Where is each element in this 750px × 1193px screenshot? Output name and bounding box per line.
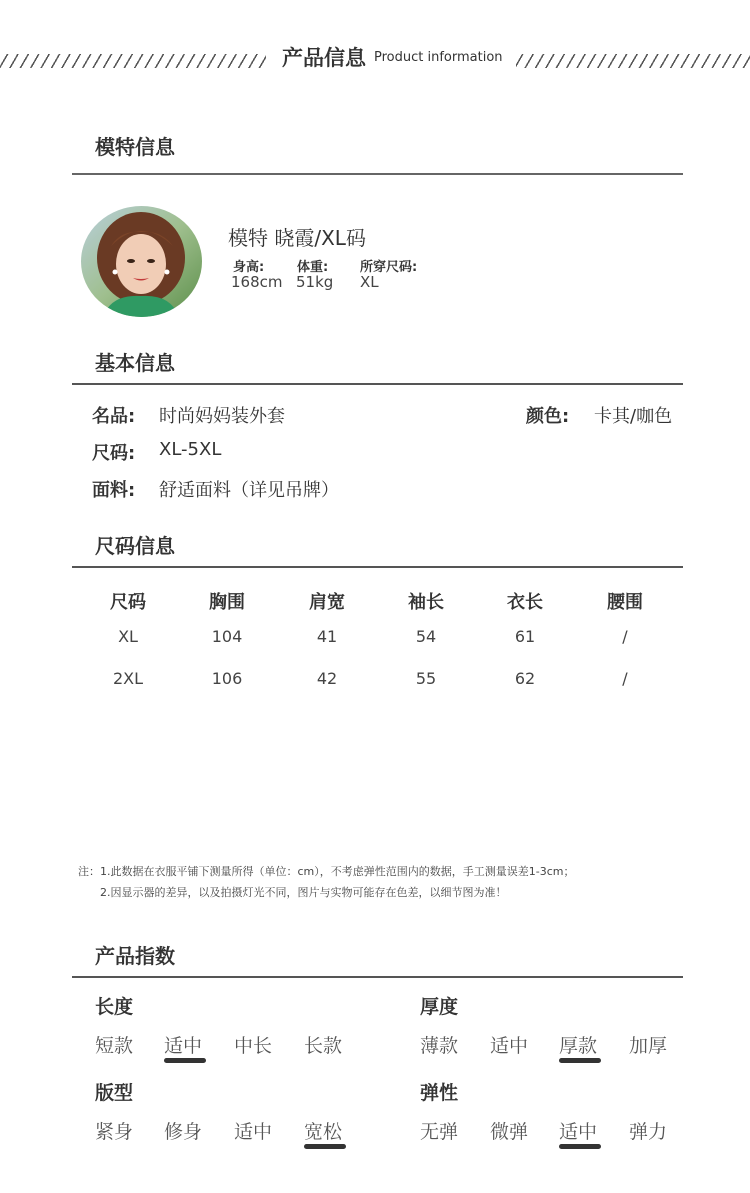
- fit-option-selected: 宽松: [304, 1121, 343, 1143]
- fabric-label: 面料:: [92, 480, 136, 501]
- fit-option: 紧身: [95, 1121, 134, 1143]
- thickness-selected-underline: [559, 1058, 601, 1063]
- elasticity-option: 无弹: [420, 1121, 459, 1143]
- table-cell: 2XL: [112, 669, 144, 688]
- height-value: 168cm: [231, 273, 283, 291]
- table-cell: 41: [316, 627, 338, 646]
- elasticity-title: 弹性: [420, 1082, 459, 1104]
- size-note-2: 2.因显示器的差异，以及拍摄灯光不同，图片与实物可能存在色差，以细节图为准！: [100, 886, 507, 899]
- fabric-value: 舒适面料（详见吊牌）: [159, 480, 339, 501]
- table-cell: 42: [316, 669, 338, 688]
- color-label: 颜色:: [526, 406, 570, 427]
- header-title-cn: 产品信息: [282, 46, 366, 70]
- table-header-chest: 胸围: [209, 592, 245, 613]
- length-title: 长度: [95, 996, 134, 1018]
- thickness-option: 加厚: [629, 1035, 668, 1057]
- product-name-value: 时尚妈妈装外套: [159, 406, 285, 427]
- table-cell: 55: [415, 669, 437, 688]
- header-hatch-left: [0, 54, 266, 68]
- model-section-rule: [72, 173, 683, 175]
- basic-section-title: 基本信息: [95, 351, 175, 375]
- model-section-title: 模特信息: [95, 135, 175, 159]
- table-header-length: 衣长: [507, 592, 543, 613]
- fit-option: 适中: [234, 1121, 273, 1143]
- length-option: 长款: [304, 1035, 343, 1057]
- color-value: 卡其/咖色: [594, 406, 673, 427]
- height-label: 身高:: [233, 260, 265, 275]
- model-name: 模特 晓霞/XL码: [228, 226, 366, 250]
- elasticity-selected-underline: [559, 1144, 601, 1149]
- size-value: XL-5XL: [159, 439, 222, 460]
- length-option: 中长: [234, 1035, 273, 1057]
- table-cell: /: [622, 627, 628, 646]
- size-label: 尺码:: [92, 443, 136, 464]
- length-selected-underline: [164, 1058, 206, 1063]
- table-header-size: 尺码: [110, 592, 146, 613]
- table-header-shoulder: 肩宽: [309, 592, 345, 613]
- index-section-rule: [72, 976, 683, 978]
- header-hatch-right: [516, 54, 750, 68]
- model-portrait-image: [81, 206, 202, 317]
- index-section-title: 产品指数: [95, 944, 175, 968]
- fit-title: 版型: [95, 1082, 134, 1104]
- table-cell: /: [622, 669, 628, 688]
- table-cell: 62: [514, 669, 536, 688]
- size-note-1: 注：1.此数据在衣服平铺下测量所得（单位：cm），不考虑弹性范围内的数据，手工测量误差1-3cm；: [78, 865, 575, 878]
- table-header-sleeve: 袖长: [408, 592, 444, 613]
- product-name-label: 名品:: [92, 406, 136, 427]
- elasticity-option: 弹力: [629, 1121, 668, 1143]
- table-cell: 104: [211, 627, 243, 646]
- table-header-waist: 腰围: [607, 592, 643, 613]
- length-option-selected: 适中: [164, 1035, 203, 1057]
- size-section-title: 尺码信息: [95, 534, 175, 558]
- worn-size-value: XL: [360, 273, 379, 291]
- table-cell: 61: [514, 627, 536, 646]
- weight-label: 体重:: [297, 260, 329, 275]
- fit-option: 修身: [164, 1121, 203, 1143]
- header-title-en: Product information: [374, 50, 503, 65]
- thickness-option: 薄款: [420, 1035, 459, 1057]
- fit-selected-underline: [304, 1144, 346, 1149]
- model-avatar: [81, 206, 202, 317]
- length-option: 短款: [95, 1035, 134, 1057]
- table-cell: 54: [415, 627, 437, 646]
- worn-size-label: 所穿尺码:: [360, 260, 418, 275]
- elasticity-option-selected: 适中: [559, 1121, 598, 1143]
- thickness-option: 适中: [490, 1035, 529, 1057]
- size-section-rule: [72, 566, 683, 568]
- thickness-title: 厚度: [420, 996, 459, 1018]
- table-cell: XL: [118, 627, 138, 646]
- thickness-option-selected: 厚款: [559, 1035, 598, 1057]
- weight-value: 51kg: [296, 273, 334, 291]
- basic-section-rule: [72, 383, 683, 385]
- table-cell: 106: [211, 669, 243, 688]
- elasticity-option: 微弹: [490, 1121, 529, 1143]
